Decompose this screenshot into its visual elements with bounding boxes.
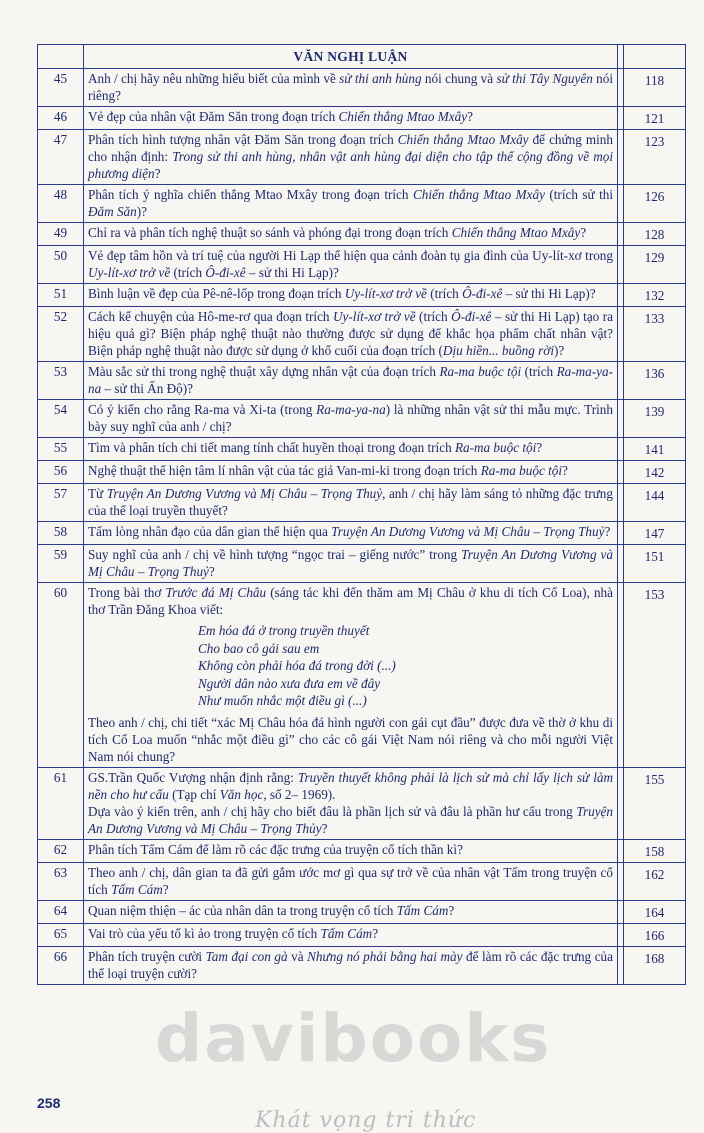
table-row	[38, 461, 686, 484]
page-number: 258	[37, 1095, 61, 1111]
page-ref: 158	[624, 839, 686, 862]
page-ref: 139	[624, 400, 686, 438]
page-ref: 129	[624, 246, 686, 284]
question-number: 58	[38, 522, 84, 545]
poem-line: Như muốn nhắc một điều gì (...)	[198, 693, 367, 708]
question-number: 50	[38, 246, 84, 284]
table-row	[38, 923, 686, 946]
poem-line: Người dân nào xưa đưa em về đây	[198, 675, 381, 691]
question-number: 54	[38, 400, 84, 438]
table-row	[38, 362, 686, 400]
question-text: Phân tích truyện cười Tam đại con gà và Nhưng nó phải bằng hai mày để làm rõ các đặc trưng của thể loại truyện cười?	[84, 946, 618, 984]
table-row	[38, 307, 686, 362]
question-text: Màu sắc sử thi trong nghệ thuật xây dựng nhân vật của đoạn trích Ra-ma buộc tội (trích Ra-ma-ya-na – sử thi Ấn Độ)?	[84, 362, 618, 400]
question-text: Trong bài thơ Trước đá Mị Châu (sáng tác khi đến thăm am Mị Châu ở khu di tích Cổ Loa), nhà thơ Trần Đăng Khoa viết: Em hóa đá ở trong truyền thuyết Cho bao cô gái sau em Không còn phải hóa đá trong đời (...) Người dân nào xưa đưa em về đây Như muốn nhắc một điều gì (...) Theo anh / chị, chi tiết “xác Mị Châu hóa đá hình người con gái cụt đầu” được đưa về thờ ở khu di tích Cổ Loa muốn “nhắc một điều gì” cho các cô gái Việt Nam nói riêng và cho mỗi người Việt Nam nói chung?	[84, 583, 618, 768]
table-row	[38, 583, 686, 768]
question-text: Bình luận về đẹp của Pê-nê-lốp trong đoạn trích Uy-lít-xơ trở về (trích Ô-đi-xê – sử thi Hi Lạp)?	[84, 284, 618, 307]
table-row	[38, 862, 686, 900]
page-ref: 168	[624, 946, 686, 984]
question-text: Theo anh / chị, dân gian ta đã gửi gắm ước mơ gì qua sự trở về của nhân vật Tấm trong truyện cổ tích Tấm Cám?	[84, 862, 618, 900]
page-ref: 153	[624, 583, 686, 768]
question-text: Có ý kiến cho rằng Ra-ma và Xi-ta (trong Ra-ma-ya-na) là những nhân vật sử thi mẫu mực. Trình bày suy nghĩ của anh / chị?	[84, 400, 618, 438]
page-ref: 126	[624, 185, 686, 223]
page-ref: 151	[624, 545, 686, 583]
watermark-brand: davibooks	[155, 1000, 552, 1077]
question-text: Quan niệm thiện – ác của nhân dân ta trong truyện cổ tích Tấm Cám?	[84, 900, 618, 923]
question-text: Vai trò của yếu tố kì ảo trong truyện cổ tích Tấm Cám?	[84, 923, 618, 946]
poem-excerpt	[198, 622, 613, 710]
question-number: 55	[38, 438, 84, 461]
table-row	[38, 522, 686, 545]
page-ref: 162	[624, 862, 686, 900]
question-number: 47	[38, 130, 84, 185]
question-text: Từ Truyện An Dương Vương và Mị Châu – Trọng Thuỷ, anh / chị hãy làm sáng tỏ những đặc trưng của thể loại truyền thuyết?	[84, 484, 618, 522]
question-number: 45	[38, 69, 84, 107]
question-text: Tấm lòng nhân đạo của dân gian thể hiện qua Truyện An Dương Vương và Mị Châu – Trọng Thuỷ?	[84, 522, 618, 545]
poem-line: Cho bao cô gái sau em	[198, 640, 320, 656]
table-row	[38, 284, 686, 307]
table-row	[38, 946, 686, 984]
page-ref: 141	[624, 438, 686, 461]
table-row	[38, 839, 686, 862]
question-number: 64	[38, 900, 84, 923]
table-row	[38, 130, 686, 185]
question-number: 46	[38, 107, 84, 130]
question-number: 49	[38, 223, 84, 246]
question-number: 52	[38, 307, 84, 362]
page-ref: 132	[624, 284, 686, 307]
table-row	[38, 69, 686, 107]
table-row	[38, 107, 686, 130]
question-text: Cách kể chuyện của Hô-me-rơ qua đoạn trích Uy-lít-xơ trở về (trích Ô-đi-xê – sử thi Hi Lạp) tạo ra hiệu quả gì? Biện pháp nghệ thuật nào thường được sử dụng để khắc họa phẩm chất nhân vật? Biện pháp nghệ thuật nào được sử dụng ở khổ cuối của đoạn trích (Dịu hiền... buồng rời)?	[84, 307, 618, 362]
page-ref: 144	[624, 484, 686, 522]
table-row	[38, 767, 686, 839]
question-text: Tìm và phân tích chi tiết mang tính chất huyền thoại trong đoạn trích Ra-ma buộc tội?	[84, 438, 618, 461]
question-text: Vẻ đẹp tâm hồn và trí tuệ của người Hi Lạp thể hiện qua cảnh đoàn tụ gia đình của Uy-lít-xơ trong Uy-lít-xơ trở về (trích Ô-đi-xê – sử thi Hi Lạp)?	[84, 246, 618, 284]
section-title: VĂN NGHỊ LUẬN	[84, 45, 618, 69]
table-header	[38, 45, 686, 69]
question-number: 62	[38, 839, 84, 862]
poem-line: Em hóa đá ở trong truyền thuyết	[198, 623, 370, 638]
page-ref: 133	[624, 307, 686, 362]
question-text: Phân tích Tấm Cám để làm rõ các đặc trưng của truyện cổ tích thần kì?	[84, 839, 618, 862]
table-row	[38, 185, 686, 223]
table-row	[38, 484, 686, 522]
page-ref: 155	[624, 767, 686, 839]
table-row	[38, 438, 686, 461]
page-ref: 142	[624, 461, 686, 484]
watermark-slogan: Khát vọng tri thức	[255, 1108, 477, 1133]
question-text: Nghệ thuật thể hiện tâm lí nhân vật của tác giả Van-mi-ki trong đoạn trích Ra-ma buộc tội?	[84, 461, 618, 484]
question-text: GS.Trần Quốc Vượng nhận định rằng: Truyền thuyết không phải là lịch sử mà chỉ lấy lịch sử làm nền cho hư cấu (Tạp chí Văn học, số 2– 1969). Dựa vào ý kiến trên, anh / chị hãy cho biết đâu là phần lịch sử và đâu là phần hư cấu trong Truyện An Dương Vương và Mị Châu – Trọng Thủy?	[84, 767, 618, 839]
question-number: 59	[38, 545, 84, 583]
page-ref: 123	[624, 130, 686, 185]
page-ref: 164	[624, 900, 686, 923]
table-row	[38, 545, 686, 583]
question-number: 48	[38, 185, 84, 223]
question-text: Suy nghĩ của anh / chị về hình tượng “ngọc trai – giếng nước” trong Truyện An Dương Vương và Mị Châu – Trọng Thuỷ?	[84, 545, 618, 583]
table-row	[38, 900, 686, 923]
page-ref: 118	[624, 69, 686, 107]
page-ref: 121	[624, 107, 686, 130]
question-text: Anh / chị hãy nêu những hiểu biết của mình về sử thi anh hùng nói chung và sử thi Tây Nguyên nói riêng?	[84, 69, 618, 107]
toc-table	[37, 44, 686, 985]
page-ref: 136	[624, 362, 686, 400]
question-number: 53	[38, 362, 84, 400]
question-text: Phân tích hình tượng nhân vật Đăm Săn trong đoạn trích Chiến thắng Mtao Mxây để chứng minh cho nhận định: Trong sử thi anh hùng, nhân vật anh hùng đại diện cho tập thể cộng đồng về mọi phương diện?	[84, 130, 618, 185]
page-ref: 147	[624, 522, 686, 545]
question-number: 63	[38, 862, 84, 900]
question-number: 66	[38, 946, 84, 984]
question-number: 57	[38, 484, 84, 522]
question-number: 51	[38, 284, 84, 307]
page-ref: 166	[624, 923, 686, 946]
question-number: 65	[38, 923, 84, 946]
table-row	[38, 246, 686, 284]
question-number: 56	[38, 461, 84, 484]
question-text: Vẻ đẹp của nhân vật Đăm Săn trong đoạn trích Chiến thắng Mtao Mxây?	[84, 107, 618, 130]
question-text: Phân tích ý nghĩa chiến thắng Mtao Mxây trong đoạn trích Chiến thắng Mtao Mxây (trích sử thi Đăm Săn)?	[84, 185, 618, 223]
question-number: 60	[38, 583, 84, 768]
question-number: 61	[38, 767, 84, 839]
poem-line: Không còn phải hóa đá trong đời (...)	[198, 658, 396, 673]
table-row	[38, 223, 686, 246]
page-ref: 128	[624, 223, 686, 246]
table-row	[38, 400, 686, 438]
question-text: Chỉ ra và phân tích nghệ thuật so sánh và phóng đại trong đoạn trích Chiến thắng Mtao Mxây?	[84, 223, 618, 246]
